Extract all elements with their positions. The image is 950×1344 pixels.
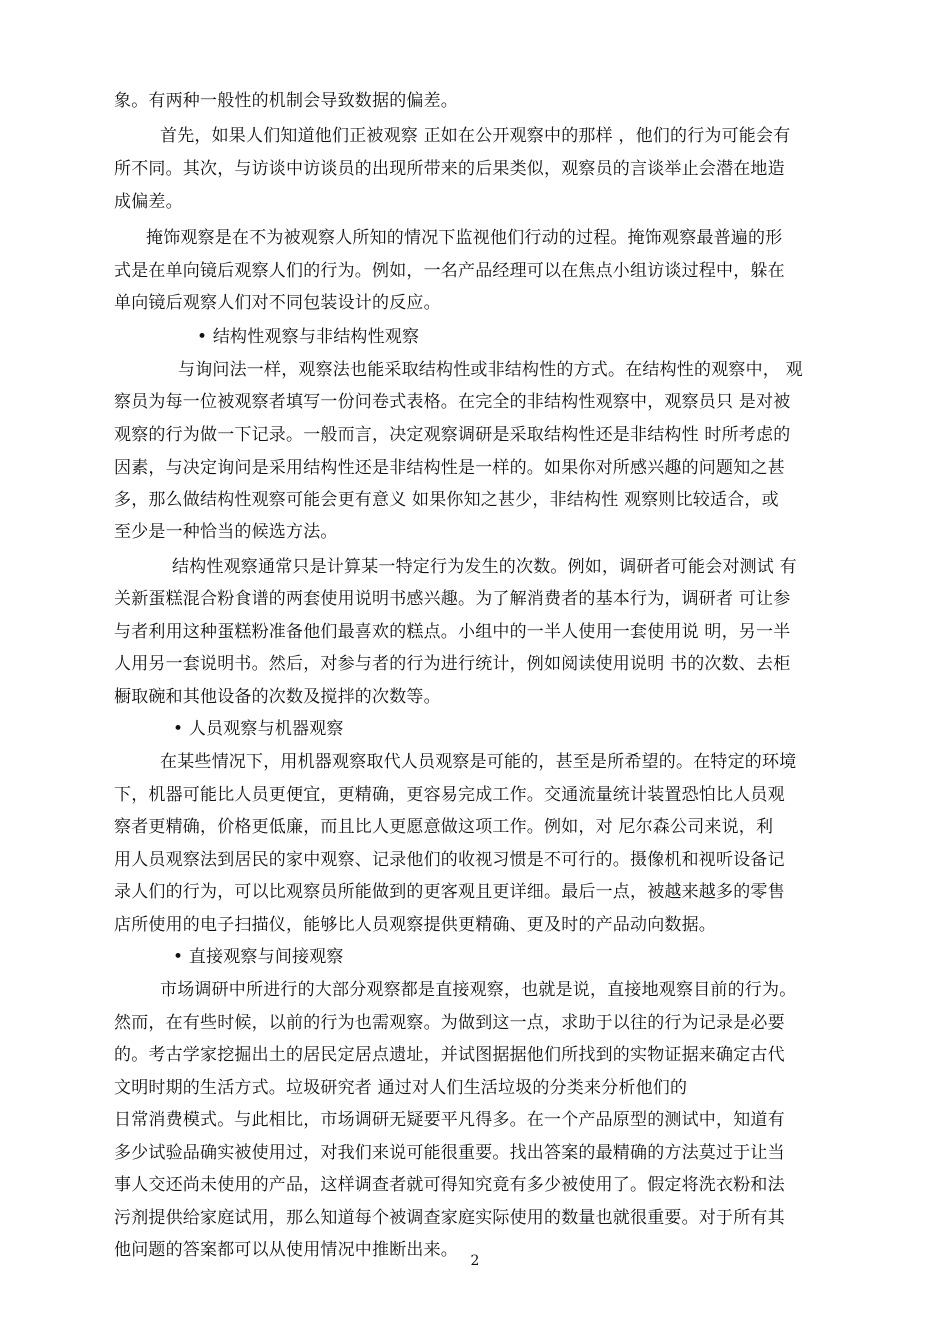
section-heading: • 人员观察与机器观察 xyxy=(173,719,344,739)
page-number: 2 xyxy=(470,1253,480,1269)
text-line: 关新蛋糕混合粉食谱的两套使用说明书感兴趣。为了解消费者的基本行为，调研者 可让参 xyxy=(114,589,791,609)
text-line: 式是在单向镜后观察人们的行为。例如，一名产品经理可以在焦点小组访谈过程中，躲在 xyxy=(114,261,785,281)
text-line: 首先，如果人们知道他们正被观察 正如在公开观察中的那样 ，他们的行为可能会有 xyxy=(160,126,791,146)
text-line: 象。有两种一般性的机制会导致数据的偏差。 xyxy=(114,91,458,111)
text-line: 因素，与决定询问是采用结构性还是非结构性是一样的。如果你对所感兴趣的问题知之甚 xyxy=(114,458,785,478)
text-line: 多，那么做结构性观察可能会更有意义 如果你知之甚少，非结构性 观察则比较适合，或 xyxy=(114,490,779,510)
section-heading: • 直接观察与间接观察 xyxy=(173,947,344,967)
text-line: 店所使用的电子扫描仪，能够比人员观察提供更精确、更及时的产品动向数据。 xyxy=(114,915,716,935)
text-line: 观察的行为做一下记录。一般而言，决定观察调研是采取结构性还是非结构性 时所考虑的 xyxy=(114,425,791,445)
text-line: 录人们的行为，可以比观察员所能做到的更客观且更详细。最后一点，被越来越多的零售 xyxy=(114,882,785,902)
text-line: 用人员观察法到居民的家中观察、记录他们的收视习惯是不可行的。摄像机和视听设备记 xyxy=(114,850,785,870)
text-line: 人用另一套说明书。然后，对参与者的行为进行统计，例如阅读使用说明 书的次数、去柜 xyxy=(114,654,791,674)
text-line: 与询问法一样，观察法也能采取结构性或非结构性的方式。在结构性的观察中， 观 xyxy=(178,360,803,380)
text-line: 事人交还尚未使用的产品，这样调查者就可得知究竟有多少被使用了。假定将洗衣粉和法 xyxy=(114,1175,785,1195)
text-line: 察员为每一位被观察者填写一份问卷式表格。在完全的非结构性观察中，观察员只 是对被 xyxy=(114,392,791,412)
text-line: 成偏差。 xyxy=(114,192,183,212)
text-line: 橱取碗和其他设备的次数及搅拌的次数等。 xyxy=(114,687,441,707)
text-line: 下，机器可能比人员更便宜，更精确，更容易完成工作。交通流量统计装置恐怕比人员观 xyxy=(114,785,785,805)
text-line: 文明时期的生活方式。垃圾研究者 通过对人们生活垃圾的分类来分析他们的 xyxy=(114,1078,688,1098)
text-line: 察者更精确，价格更低廉，而且比人更愿意做这项工作。例如，对 尼尔森公司来说，利 xyxy=(114,817,774,837)
text-line: 的。考古学家挖掘出土的居民定居点遗址，并试图据据他们所找到的实物证据来确定古代 xyxy=(114,1045,785,1065)
text-line: 日常消费模式。与此相比，市场调研无疑要平凡得多。在一个产品原型的测试中，知道有 xyxy=(114,1110,785,1130)
text-line: 然而，在有些时候，以前的行为也需观察。为做到这一点，求助于以往的行为记录是必要 xyxy=(114,1013,785,1033)
text-line: 他问题的答案都可以从使用情况中推断出来。 xyxy=(114,1240,458,1260)
text-line: 市场调研中所进行的大部分观察都是直接观察，也就是说，直接地观察目前的行为。 xyxy=(160,980,797,1000)
text-line: 单向镜后观察人们对不同包装设计的反应。 xyxy=(114,293,441,313)
text-line: 在某些情况下，用机器观察取代人员观察是可能的，甚至是所希望的。在特定的环境 xyxy=(160,752,797,772)
text-line: 掩饰观察是在不为被观察人所知的情况下监视他们行动的过程。掩饰观察最普遍的形 xyxy=(146,228,783,248)
text-line: 至少是一种恰当的候选方法。 xyxy=(114,522,338,542)
text-line: 与者利用这种蛋糕粉准备他们最喜欢的糕点。小组中的一半人使用一套使用说 明，另一半 xyxy=(114,622,791,642)
text-line: 污剂提供给家庭试用，那么知道每个被调查家庭实际使用的数量也就很重要。对于所有其 xyxy=(114,1208,785,1228)
text-line: 所不同。其次，与访谈中访谈员的出现所带来的后果类似，观察员的言谈举止会潜在地造 xyxy=(114,159,785,179)
text-line: 多少试验品确实被使用过，对我们来说可能很重要。找出答案的最精确的方法莫过于让当 xyxy=(114,1143,785,1163)
text-line: 结构性观察通常只是计算某一特定行为发生的次数。例如，调研者可能会对测试 有 xyxy=(172,557,797,577)
section-heading: • 结构性观察与非结构性观察 xyxy=(197,327,420,347)
